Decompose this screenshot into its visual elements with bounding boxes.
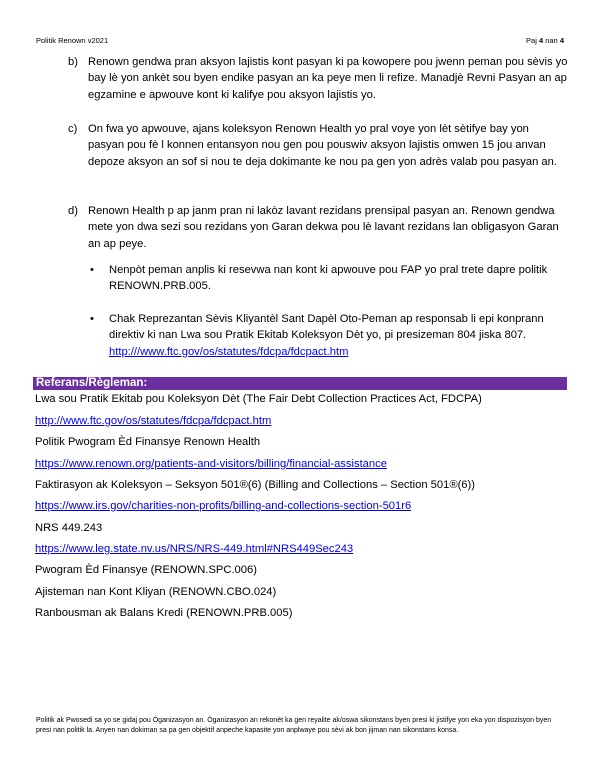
bullet-text: Chak Reprezantan Sèvis Kliyantèl Sant Dapèl Oto-Peman ap responsab li epi konprann direktiv ki nan Lwa sou Pratik Ekitab Koleksyon Dèt yo, pi presizeman 804 jiska 807.: [109, 313, 544, 342]
document-title: Politik Renown v2021: [36, 36, 109, 45]
section-header: [33, 377, 567, 390]
footer-disclaimer: Politik ak Pwosedi sa yo se gidaj pou Òganizasyon an. Òganizasyon an rekonèt ka gen reyalite ak/oswa sikonstans byen presi ki jistifye yon eka yon dispozisyon byen presi nan politik la. Anyen nan dokiman sa pa gen objektif anpeche kapasite yon anplwaye pou sèvi ak bon jijman nan sikonstans konsa.: [36, 717, 552, 734]
list-item-text: Renown gendwa pran aksyon lajistis kont pasyan ki pa kowopere pou jwenn peman pou sèvis yo bay lè yon ankèt sou byen endike pasyan an ka peye men li refize. Manadjè Revni Pasyan an ap egzamine e apwouve kont ki kalifye pou aksyon lajistis yo.: [88, 56, 568, 101]
bullet-icon: •: [90, 313, 94, 325]
page-number: Paj 4 nan 4: [526, 36, 564, 45]
reference-text: Ranbousman ak Balans Kredi (RENOWN.PRB.005): [35, 607, 293, 619]
list-item-b: [68, 54, 568, 103]
list-item-label: b): [68, 56, 78, 68]
reference-text: Lwa sou Pratik Ekitab pou Koleksyon Dèt (The Fair Debt Collection Practices Act, FDCPA): [35, 393, 482, 405]
list-item-d: [68, 203, 568, 252]
reference-text: Politik Pwogram Èd Finansye Renown Health: [35, 436, 261, 448]
reference-text: Pwogram Èd Finansye (RENOWN.SPC.006): [35, 564, 257, 576]
bullet-item: [90, 311, 572, 360]
list-item-text: On fwa yo apwouve, ajans koleksyon Renown Health yo pral voye yon lèt sètifye bay yon pasyan pou fè l konnen entansyon nou gen pou pouswiv aksyon lajistis omwen 15 jou anvan depoze aksyon an sof si nou te deja dokimante ke nou pa gen yon adrès valab pou pasyan an.: [88, 123, 557, 168]
fdcpa-link[interactable]: http:///www.ftc.gov/os/statutes/fdcpa/fdcpact.htm: [109, 345, 349, 358]
reference-link[interactable]: https://www.irs.gov/charities-non-profits/billing-and-collections-section-501r6: [35, 500, 412, 512]
reference-link[interactable]: https://www.renown.org/patients-and-visitors/billing/financial-assistance: [35, 458, 387, 470]
section-title: Referans/Règleman:: [36, 377, 148, 389]
bullet-item: [90, 262, 572, 295]
list-item-label: d): [68, 205, 78, 217]
reference-text: NRS 449.243: [35, 522, 103, 534]
reference-link[interactable]: https://www.leg.state.nv.us/NRS/NRS-449.html#NRS449Sec243: [35, 543, 354, 555]
reference-link[interactable]: http://www.ftc.gov/os/statutes/fdcpa/fdcpact.htm: [35, 415, 272, 427]
list-item-label: c): [68, 123, 78, 135]
bullet-text: Nenpòt peman anplis ki resevwa nan kont ki apwouve pou FAP yo pral trete dapre politik RENOWN.PRB.005.: [109, 264, 548, 293]
bullet-icon: •: [90, 264, 94, 276]
reference-text: Faktirasyon ak Koleksyon – Seksyon 501®(6) (Billing and Collections – Section 501®(6)): [35, 479, 475, 491]
list-item-c: [68, 121, 568, 170]
list-item-text: Renown Health p ap janm pran ni lakòz lavant rezidans prensipal pasyan an. Renown gendwa mete yon dwa sezi sou rezidans yon Garan dekwa pou lè lavant rezidans lan obligasyon Garan an ap peye.: [88, 205, 559, 250]
reference-text: Ajisteman nan Kont Kliyan (RENOWN.CBO.024): [35, 586, 277, 598]
